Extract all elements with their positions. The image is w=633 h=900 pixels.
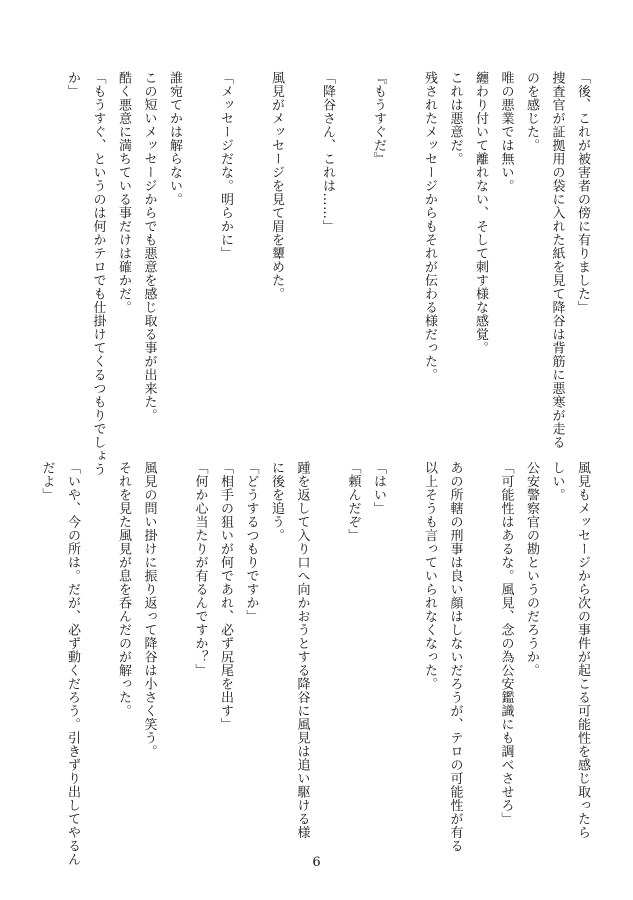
upper-text-block xyxy=(60,71,596,476)
text-line: 「どうするつもりですか」 xyxy=(243,461,259,623)
text-line: 「頼んだぞ」 xyxy=(345,461,361,542)
text-line: のを感じた。 xyxy=(524,71,539,152)
text-line: 風見の問い掛けに振り返って降谷は小さく笑う。 xyxy=(141,461,157,758)
text-line: あの所轄の刑事は良い顔はしないだろうが、テロの可能性が有る xyxy=(447,461,463,853)
text-line: 踵を返して入り口へ向かおうとする降谷に風見は追い駆ける様 xyxy=(294,461,310,839)
text-line xyxy=(468,461,494,841)
text-line: 「可能性はあるな。風見、念の為公安鑑識にも調べさせろ」 xyxy=(498,461,514,826)
text-line xyxy=(238,71,264,441)
text-line xyxy=(391,461,417,841)
text-line: 公安警察官の勘というのだろうか。 xyxy=(524,461,539,677)
text-line: 風見もメッセージから次の事件が起こる可能性を感じ取ったら xyxy=(575,461,590,839)
text-line: 「いや、今の所は。だが、必ず動くだろう。引きずり出してやるん xyxy=(65,461,80,866)
text-line: 「降谷さん、これは……」 xyxy=(320,71,335,233)
text-line: 『もうすぐだ』 xyxy=(371,71,386,166)
text-line xyxy=(85,461,111,841)
text-line: だよ」 xyxy=(39,461,55,502)
text-line: 「メッセージだな。明らかに」 xyxy=(218,71,233,260)
text-line: 誰宛てかは解らない。 xyxy=(167,71,182,206)
page-number: 6 xyxy=(312,855,321,870)
text-line xyxy=(289,71,315,441)
text-line: 捜査官が証拠用の袋に入れた紙を見て降谷は背筋に悪寒が走る xyxy=(549,71,565,449)
text-line: それを見た風見が息を呑んだのが解った。 xyxy=(116,461,131,718)
text-line xyxy=(187,71,213,441)
text-line: 風見がメッセージを見て眉を顰めた。 xyxy=(269,71,284,301)
text-line xyxy=(315,461,341,841)
text-line xyxy=(340,71,366,441)
text-line: これは悪意だ。 xyxy=(447,71,463,166)
text-line: か」 xyxy=(65,71,80,98)
text-line: 「相手の狙いが何であれ、必ず尻尾を出す」 xyxy=(218,461,233,731)
text-line: 唯の悪業では無い。 xyxy=(498,71,514,193)
text-line xyxy=(391,71,417,441)
text-line: 「何か心当たりが有るんですか？」 xyxy=(192,461,208,677)
text-line: に後を追う。 xyxy=(269,461,284,542)
text-line: 「もうすぐ、というのは何かテロでも仕掛けてくるつもりでしょう xyxy=(90,71,106,476)
text-line: 「はい」 xyxy=(371,461,386,515)
lower-text-block xyxy=(34,461,595,866)
text-line: 「後、これが被害者の傍に有りました」 xyxy=(575,71,590,314)
text-line: 以上そうも言っていられなくなった。 xyxy=(422,461,437,691)
text-line: この短いメッセージからでも悪意を感じ取る事が出来た。 xyxy=(141,71,157,422)
text-line: 酷く悪意に満ちている事だけは確かだ。 xyxy=(116,71,131,314)
text-line xyxy=(162,461,188,841)
text-line: 残されたメッセージからもそれが伝わる様だった。 xyxy=(422,71,437,382)
text-line: しい。 xyxy=(549,461,565,502)
text-line: 纏わり付いて離れない、そして刺す様な感覚。 xyxy=(473,71,488,355)
